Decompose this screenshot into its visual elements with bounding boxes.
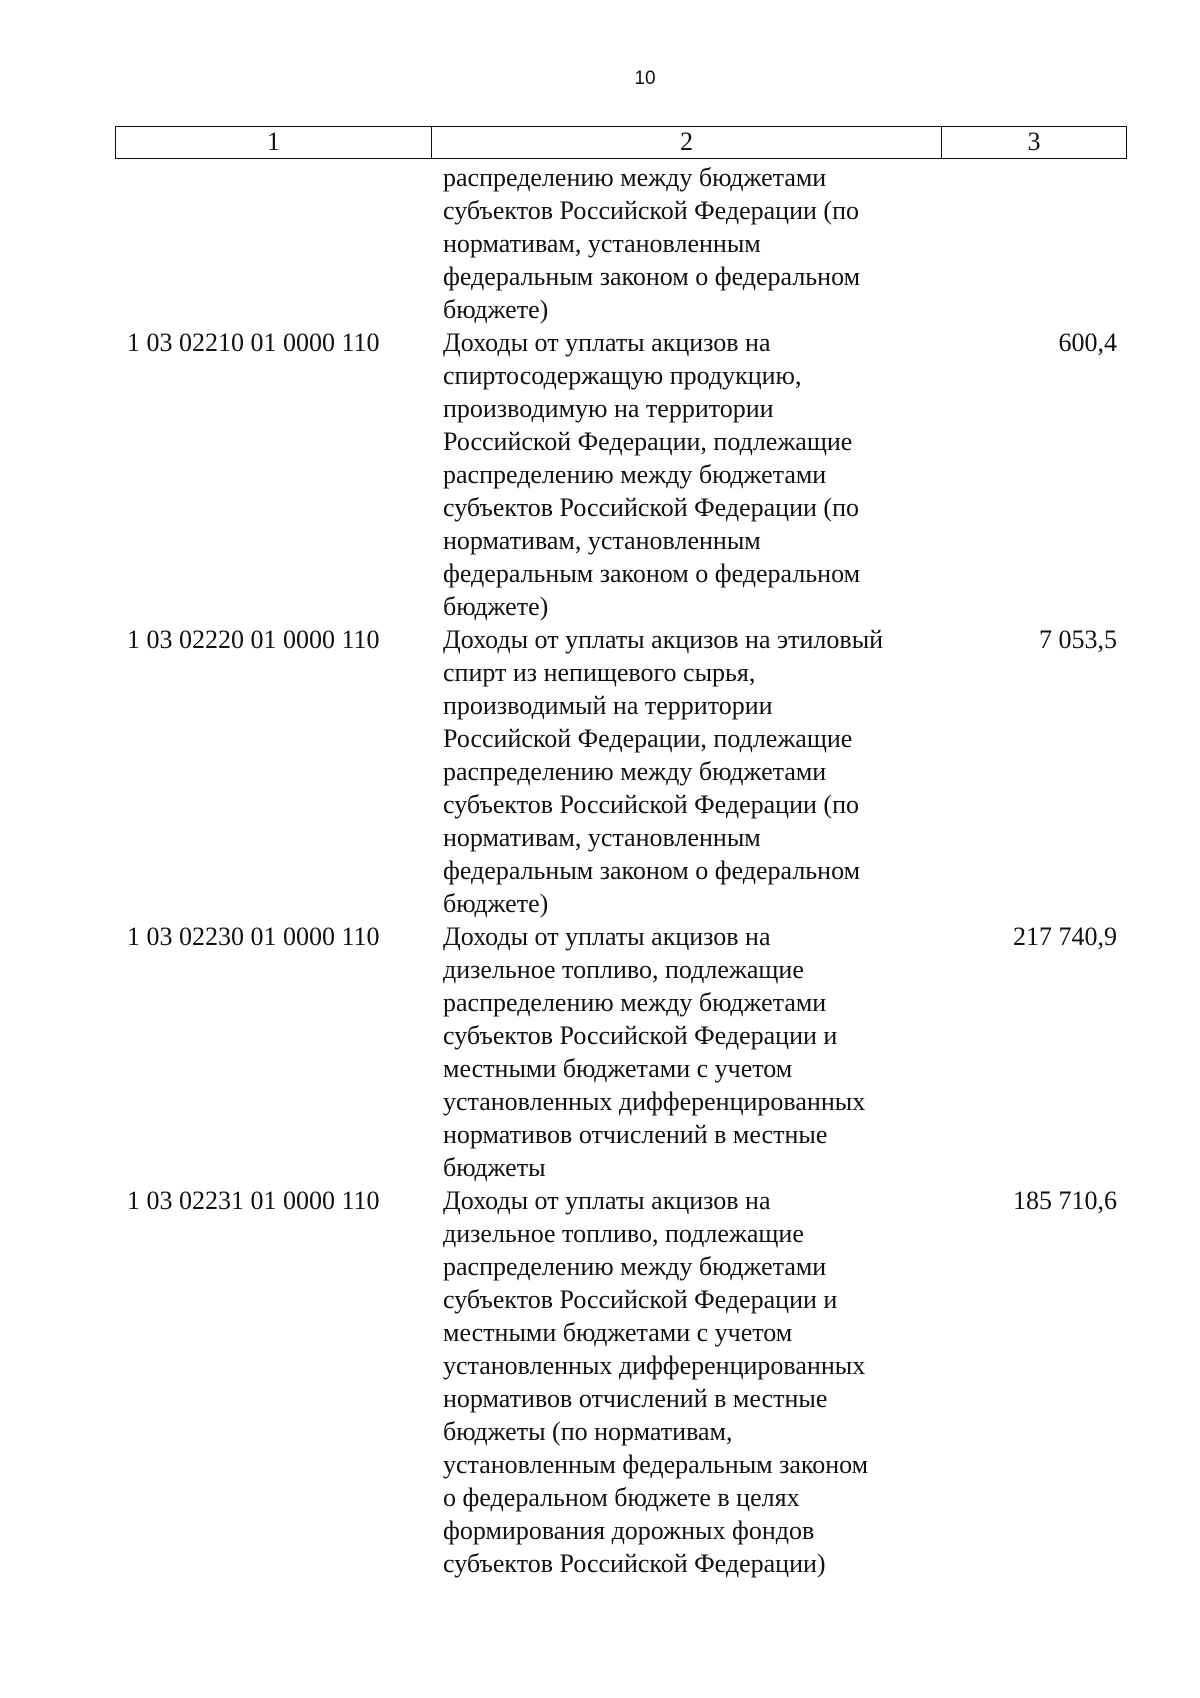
description-line: дизельное топливо, подлежащие: [443, 1219, 804, 1248]
page-number: 10: [634, 68, 656, 89]
description-line: федеральным законом о федеральном: [443, 559, 861, 588]
description-line: спирт из непищевого сырья,: [443, 658, 756, 687]
table-row: [115, 326, 1127, 623]
description-line: Доходы от уплаты акцизов на: [443, 328, 771, 357]
description-line: Российской Федерации, подлежащие: [443, 724, 853, 753]
description-line: производимую на территории: [443, 394, 774, 423]
row-description: [431, 161, 941, 326]
description-line: дизельное топливо, подлежащие: [443, 955, 804, 984]
row-value: 185 710,6: [1013, 1186, 1117, 1215]
description-line: федеральным законом о федеральном: [443, 262, 861, 291]
header-col-1: 1: [116, 127, 432, 158]
row-code: 1 03 02230 01 0000 110: [127, 922, 380, 951]
row-description: [431, 920, 941, 1184]
description-line: распределению между бюджетами: [443, 1252, 827, 1281]
description-line: установленных дифференцированных: [443, 1351, 866, 1380]
description-line: нормативам, установленным: [443, 823, 761, 852]
row-value: 217 740,9: [1013, 922, 1117, 951]
description-line: распределению между бюджетами: [443, 757, 827, 786]
row-code: 1 03 02220 01 0000 110: [127, 625, 380, 654]
description-line: нормативов отчислений в местные: [443, 1120, 828, 1149]
description-line: бюджете): [443, 592, 549, 621]
description-line: распределению между бюджетами: [443, 460, 827, 489]
description-line: субъектов Российской Федерации и: [443, 1021, 838, 1050]
table-row: [115, 1184, 1127, 1580]
description-line: спиртосодержащую продукцию,: [443, 361, 802, 390]
description-line: бюджеты (по нормативам,: [443, 1417, 733, 1446]
row-value: 600,4: [1058, 328, 1117, 357]
description-line: производимый на территории: [443, 691, 773, 720]
description-line: установленных дифференцированных: [443, 1087, 866, 1116]
description-line: Доходы от уплаты акцизов на этиловый: [443, 625, 884, 654]
description-line: распределению между бюджетами: [443, 988, 827, 1017]
description-line: нормативам, установленным: [443, 229, 761, 258]
table-row: [115, 623, 1127, 920]
description-line: бюджеты: [443, 1153, 546, 1182]
header-col-3: 3: [1027, 127, 1041, 156]
table-row: [115, 161, 1127, 326]
description-line: субъектов Российской Федерации и: [443, 1285, 838, 1314]
description-line: Российской Федерации, подлежащие: [443, 427, 853, 456]
description-line: нормативам, установленным: [443, 526, 761, 555]
row-code: 1 03 02210 01 0000 110: [127, 328, 380, 357]
row-code: 1 03 02231 01 0000 110: [127, 1186, 380, 1215]
description-line: распределению между бюджетами: [443, 163, 827, 192]
description-line: местными бюджетами с учетом: [443, 1318, 793, 1347]
row-description: [431, 1184, 941, 1580]
description-line: местными бюджетами с учетом: [443, 1054, 793, 1083]
description-line: субъектов Российской Федерации (по: [443, 493, 859, 522]
row-description: [431, 326, 941, 623]
table-body: [115, 161, 1127, 1580]
table-header: [115, 126, 1127, 159]
table-row: [115, 920, 1127, 1184]
row-description: [431, 623, 941, 920]
description-line: формирования дорожных фондов: [443, 1516, 815, 1545]
header-col-2: 2: [432, 127, 942, 158]
description-line: о федеральном бюджете в целях: [443, 1483, 800, 1512]
description-line: субъектов Российской Федерации (по: [443, 196, 859, 225]
description-line: федеральным законом о федеральном: [443, 856, 861, 885]
description-line: бюджете): [443, 295, 549, 324]
description-line: субъектов Российской Федерации (по: [443, 790, 859, 819]
description-line: субъектов Российской Федерации): [443, 1549, 826, 1578]
description-line: бюджете): [443, 889, 549, 918]
description-line: Доходы от уплаты акцизов на: [443, 1186, 771, 1215]
description-line: Доходы от уплаты акцизов на: [443, 922, 771, 951]
description-line: нормативов отчислений в местные: [443, 1384, 828, 1413]
description-line: установленным федеральным законом: [443, 1450, 869, 1479]
row-value: 7 053,5: [1039, 625, 1117, 654]
